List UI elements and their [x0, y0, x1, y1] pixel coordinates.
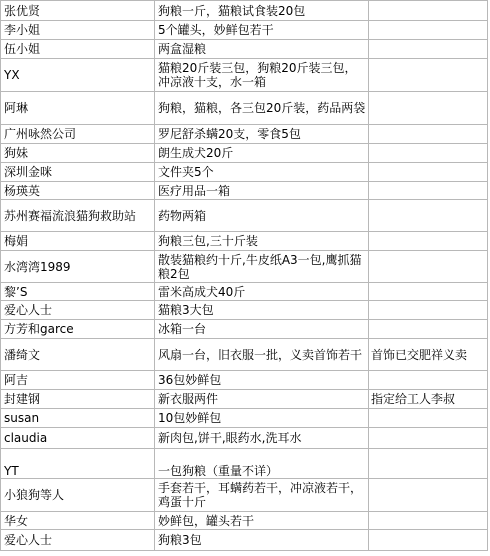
- donor-name-cell: claudia: [1, 428, 155, 449]
- table-row: [1, 530, 488, 551]
- donor-name-cell: 水湾湾1989: [1, 251, 155, 283]
- donated-items-cell: 冰箱一台: [155, 320, 369, 339]
- donated-items-cell: 狗粮，猫粮，各三包20斤装，药品两袋: [155, 92, 369, 125]
- table-row: [1, 200, 488, 232]
- table-row: [1, 59, 488, 92]
- table-row: [1, 125, 488, 144]
- remark-cell: [369, 163, 488, 182]
- donated-items-cell: 文件夹5个: [155, 163, 369, 182]
- remark-cell: [369, 59, 488, 92]
- remark-cell: [369, 512, 488, 530]
- donor-name-cell: 张优贤: [1, 1, 155, 21]
- table-row: [1, 449, 488, 479]
- remark-cell: [369, 182, 488, 200]
- table-row: [1, 251, 488, 283]
- donor-name-cell: 广州咏然公司: [1, 125, 155, 144]
- remark-cell: [369, 144, 488, 163]
- remark-cell: [369, 232, 488, 251]
- remark-cell: [369, 251, 488, 283]
- remark-cell: [369, 200, 488, 232]
- donor-name-cell: 爱心人士: [1, 530, 155, 551]
- donor-name-cell: 小狼狗等人: [1, 479, 155, 512]
- remark-cell: 首饰已交肥祥义卖: [369, 339, 488, 371]
- table-row: [1, 144, 488, 163]
- table-row: [1, 283, 488, 301]
- donor-name-cell: 华女: [1, 512, 155, 530]
- table-row: [1, 301, 488, 320]
- donor-name-cell: 封建钢: [1, 390, 155, 409]
- donor-name-cell: 黎’S: [1, 283, 155, 301]
- donated-items-cell: 罗尼舒杀螨20支，零食5包: [155, 125, 369, 144]
- donor-name-cell: 阿琳: [1, 92, 155, 125]
- table-row: [1, 21, 488, 40]
- table-row: [1, 339, 488, 371]
- table-row: [1, 512, 488, 530]
- donated-items-cell: 猫粮20斤装三包，狗粮20斤装三包，冲凉液十支，水一箱: [155, 59, 369, 92]
- donation-table-body: [1, 1, 488, 551]
- donor-name-cell: 杨瑛英: [1, 182, 155, 200]
- donor-name-cell: YT: [1, 449, 155, 479]
- donated-items-cell: 风扇一台，旧衣服一批，义卖首饰若干: [155, 339, 369, 371]
- donated-items-cell: 10包妙鲜包: [155, 409, 369, 428]
- remark-cell: [369, 371, 488, 390]
- table-row: [1, 428, 488, 449]
- donated-items-cell: 新肉包,饼干,眼药水,洗耳水: [155, 428, 369, 449]
- donated-items-cell: 雷米高成犬40斤: [155, 283, 369, 301]
- remark-cell: [369, 125, 488, 144]
- table-row: [1, 92, 488, 125]
- table-row: [1, 232, 488, 251]
- donated-items-cell: 一包狗粮（重量不详）: [155, 449, 369, 479]
- donor-name-cell: 深圳金咪: [1, 163, 155, 182]
- donor-name-cell: 苏州赛福流浪猫狗救助站: [1, 200, 155, 232]
- remark-cell: [369, 320, 488, 339]
- donated-items-cell: 手套若干，耳螨药若干，冲凉液若干，鸡蛋十斤: [155, 479, 369, 512]
- donated-items-cell: 猫粮3大包: [155, 301, 369, 320]
- donated-items-cell: 新衣服两件: [155, 390, 369, 409]
- donated-items-cell: 朗生成犬20斤: [155, 144, 369, 163]
- donated-items-cell: 药物两箱: [155, 200, 369, 232]
- donated-items-cell: 妙鲜包，罐头若干: [155, 512, 369, 530]
- donated-items-cell: 5个罐头，妙鲜包若干: [155, 21, 369, 40]
- remark-cell: [369, 92, 488, 125]
- table-row: [1, 40, 488, 59]
- remark-cell: [369, 449, 488, 479]
- remark-cell: [369, 409, 488, 428]
- table-row: [1, 409, 488, 428]
- remark-cell: [369, 301, 488, 320]
- table-row: [1, 1, 488, 21]
- table-row: [1, 390, 488, 409]
- donor-name-cell: 伍小姐: [1, 40, 155, 59]
- donor-name-cell: susan: [1, 409, 155, 428]
- remark-cell: 指定给工人李叔: [369, 390, 488, 409]
- donor-name-cell: 方芳和garce: [1, 320, 155, 339]
- donated-items-cell: 两盒湿粮: [155, 40, 369, 59]
- donor-name-cell: YX: [1, 59, 155, 92]
- table-row: [1, 182, 488, 200]
- donor-name-cell: 狗妹: [1, 144, 155, 163]
- remark-cell: [369, 283, 488, 301]
- donor-name-cell: 潘绮文: [1, 339, 155, 371]
- table-row: [1, 479, 488, 512]
- donated-items-cell: 狗粮三包,三十斤装: [155, 232, 369, 251]
- donor-name-cell: 阿吉: [1, 371, 155, 390]
- remark-cell: [369, 479, 488, 512]
- remark-cell: [369, 40, 488, 59]
- table-row: [1, 163, 488, 182]
- donated-items-cell: 狗粮3包: [155, 530, 369, 551]
- donated-items-cell: 散装猫粮约十斤,牛皮纸A3一包,鹰抓猫粮2包: [155, 251, 369, 283]
- remark-cell: [369, 21, 488, 40]
- remark-cell: [369, 428, 488, 449]
- donated-items-cell: 医疗用品一箱: [155, 182, 369, 200]
- remark-cell: [369, 1, 488, 21]
- donated-items-cell: 36包妙鲜包: [155, 371, 369, 390]
- remark-cell: [369, 530, 488, 551]
- donor-name-cell: 爱心人士: [1, 301, 155, 320]
- donated-items-cell: 狗粮一斤，猫粮试食装20包: [155, 1, 369, 21]
- table-row: [1, 320, 488, 339]
- donor-name-cell: 李小姐: [1, 21, 155, 40]
- donor-name-cell: 梅娟: [1, 232, 155, 251]
- table-row: [1, 371, 488, 390]
